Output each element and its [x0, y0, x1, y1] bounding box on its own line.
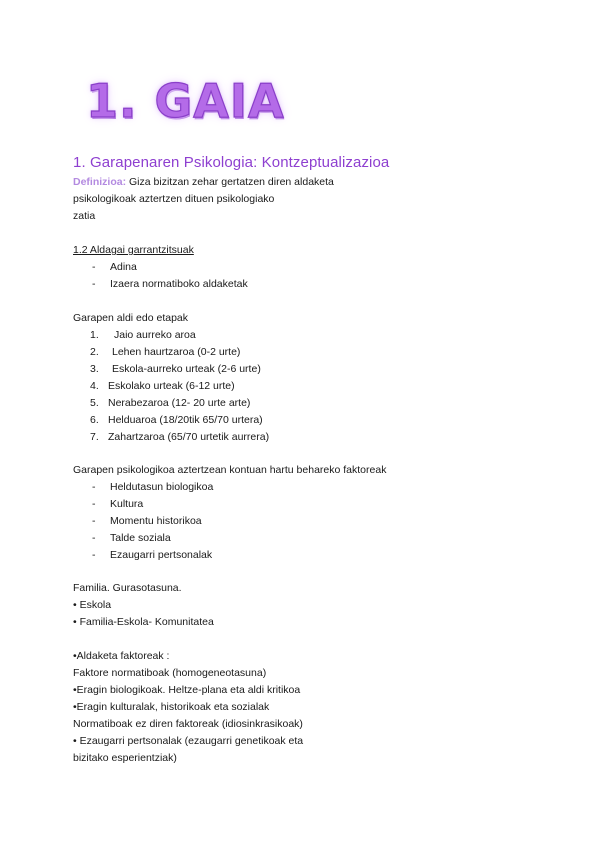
list-item-text: Izaera normatiboko aldaketak — [110, 278, 248, 290]
list-number: 7. — [90, 431, 99, 443]
list-number: 4. — [90, 380, 99, 392]
list-item-text: Eskola-aurreko urteak (2-6 urte) — [112, 363, 261, 375]
aldaketa-line-6: • Ezaugarri pertsonalak (ezaugarri genetikoak eta — [73, 735, 304, 747]
definition-label: Definizioa: — [73, 176, 127, 188]
dash-marker: - — [92, 515, 96, 527]
list-item-text: Nerabezaroa (12- 20 urte arte) — [108, 397, 251, 409]
aldaketa-line-3: •Eragin biologikoak. Heltze-plana eta aldi kritikoa — [73, 684, 301, 696]
definition-line-1 — [73, 174, 334, 191]
list-item-text: Adina — [110, 261, 137, 273]
etapak-heading: Garapen aldi edo etapak — [73, 312, 189, 324]
aldaketa-line-7: bizitako esperientziak) — [73, 752, 177, 764]
list-number: 5. — [90, 397, 99, 409]
list-item-text: Heldutasun biologikoa — [110, 481, 214, 493]
list-number: 1. — [90, 329, 99, 341]
list-item-text: Lehen haurtzaroa (0-2 urte) — [112, 346, 241, 358]
list-item-text: Helduaroa (18/20tik 65/70 urtera) — [108, 414, 263, 426]
definition-line-3: zatia — [73, 210, 96, 222]
dash-marker: - — [92, 549, 96, 561]
aldaketa-line-5: Normatiboak ez diren faktoreak (idiosinkrasikoak) — [73, 718, 303, 730]
dash-marker: - — [92, 261, 96, 273]
familia-line: Familia. Gurasotasuna. — [73, 582, 182, 594]
faktoreak-heading: Garapen psikologikoa aztertzean kontuan hartu behareko faktoreak — [73, 464, 387, 476]
list-number: 2. — [90, 346, 99, 358]
list-item-text: Momentu historikoa — [110, 515, 202, 527]
dash-marker: - — [92, 532, 96, 544]
aldagai-heading: 1.2 Aldagai garrantzitsuak — [73, 244, 194, 256]
list-number: 6. — [90, 414, 99, 426]
list-item-text: Talde soziala — [110, 532, 171, 544]
section-title: 1. Garapenaren Psikologia: Kontzeptualizazioa — [73, 154, 390, 171]
list-item-text: Eskolako urteak (6-12 urte) — [108, 380, 235, 392]
definition-line-2: psikologikoak aztertzen dituen psikologiako — [73, 193, 275, 205]
list-item-text: Ezaugarri pertsonalak — [110, 549, 213, 561]
dash-marker: - — [92, 498, 96, 510]
eskola-line: • Eskola — [73, 599, 112, 611]
dash-marker: - — [92, 278, 96, 290]
list-item-text: Jaio aurreko aroa — [114, 329, 196, 341]
dash-marker: - — [92, 481, 96, 493]
aldaketa-line-4: •Eragin kulturalak, historikoak eta sozialak — [73, 701, 270, 713]
definition-text-1: Giza bizitzan zehar gertatzen diren aldaketa — [129, 176, 334, 188]
komunitatea-line: • Familia-Eskola- Komunitatea — [73, 616, 214, 628]
aldaketa-line-1: •Aldaketa faktoreak : — [73, 650, 170, 662]
aldaketa-line-2: Faktore normatiboak (homogeneotasuna) — [73, 667, 267, 679]
list-item-text: Zahartzaroa (65/70 urtetik aurrera) — [108, 431, 270, 443]
list-item-text: Kultura — [110, 498, 144, 510]
page-title: 1. GAIA — [86, 74, 285, 128]
list-number: 3. — [90, 363, 99, 375]
